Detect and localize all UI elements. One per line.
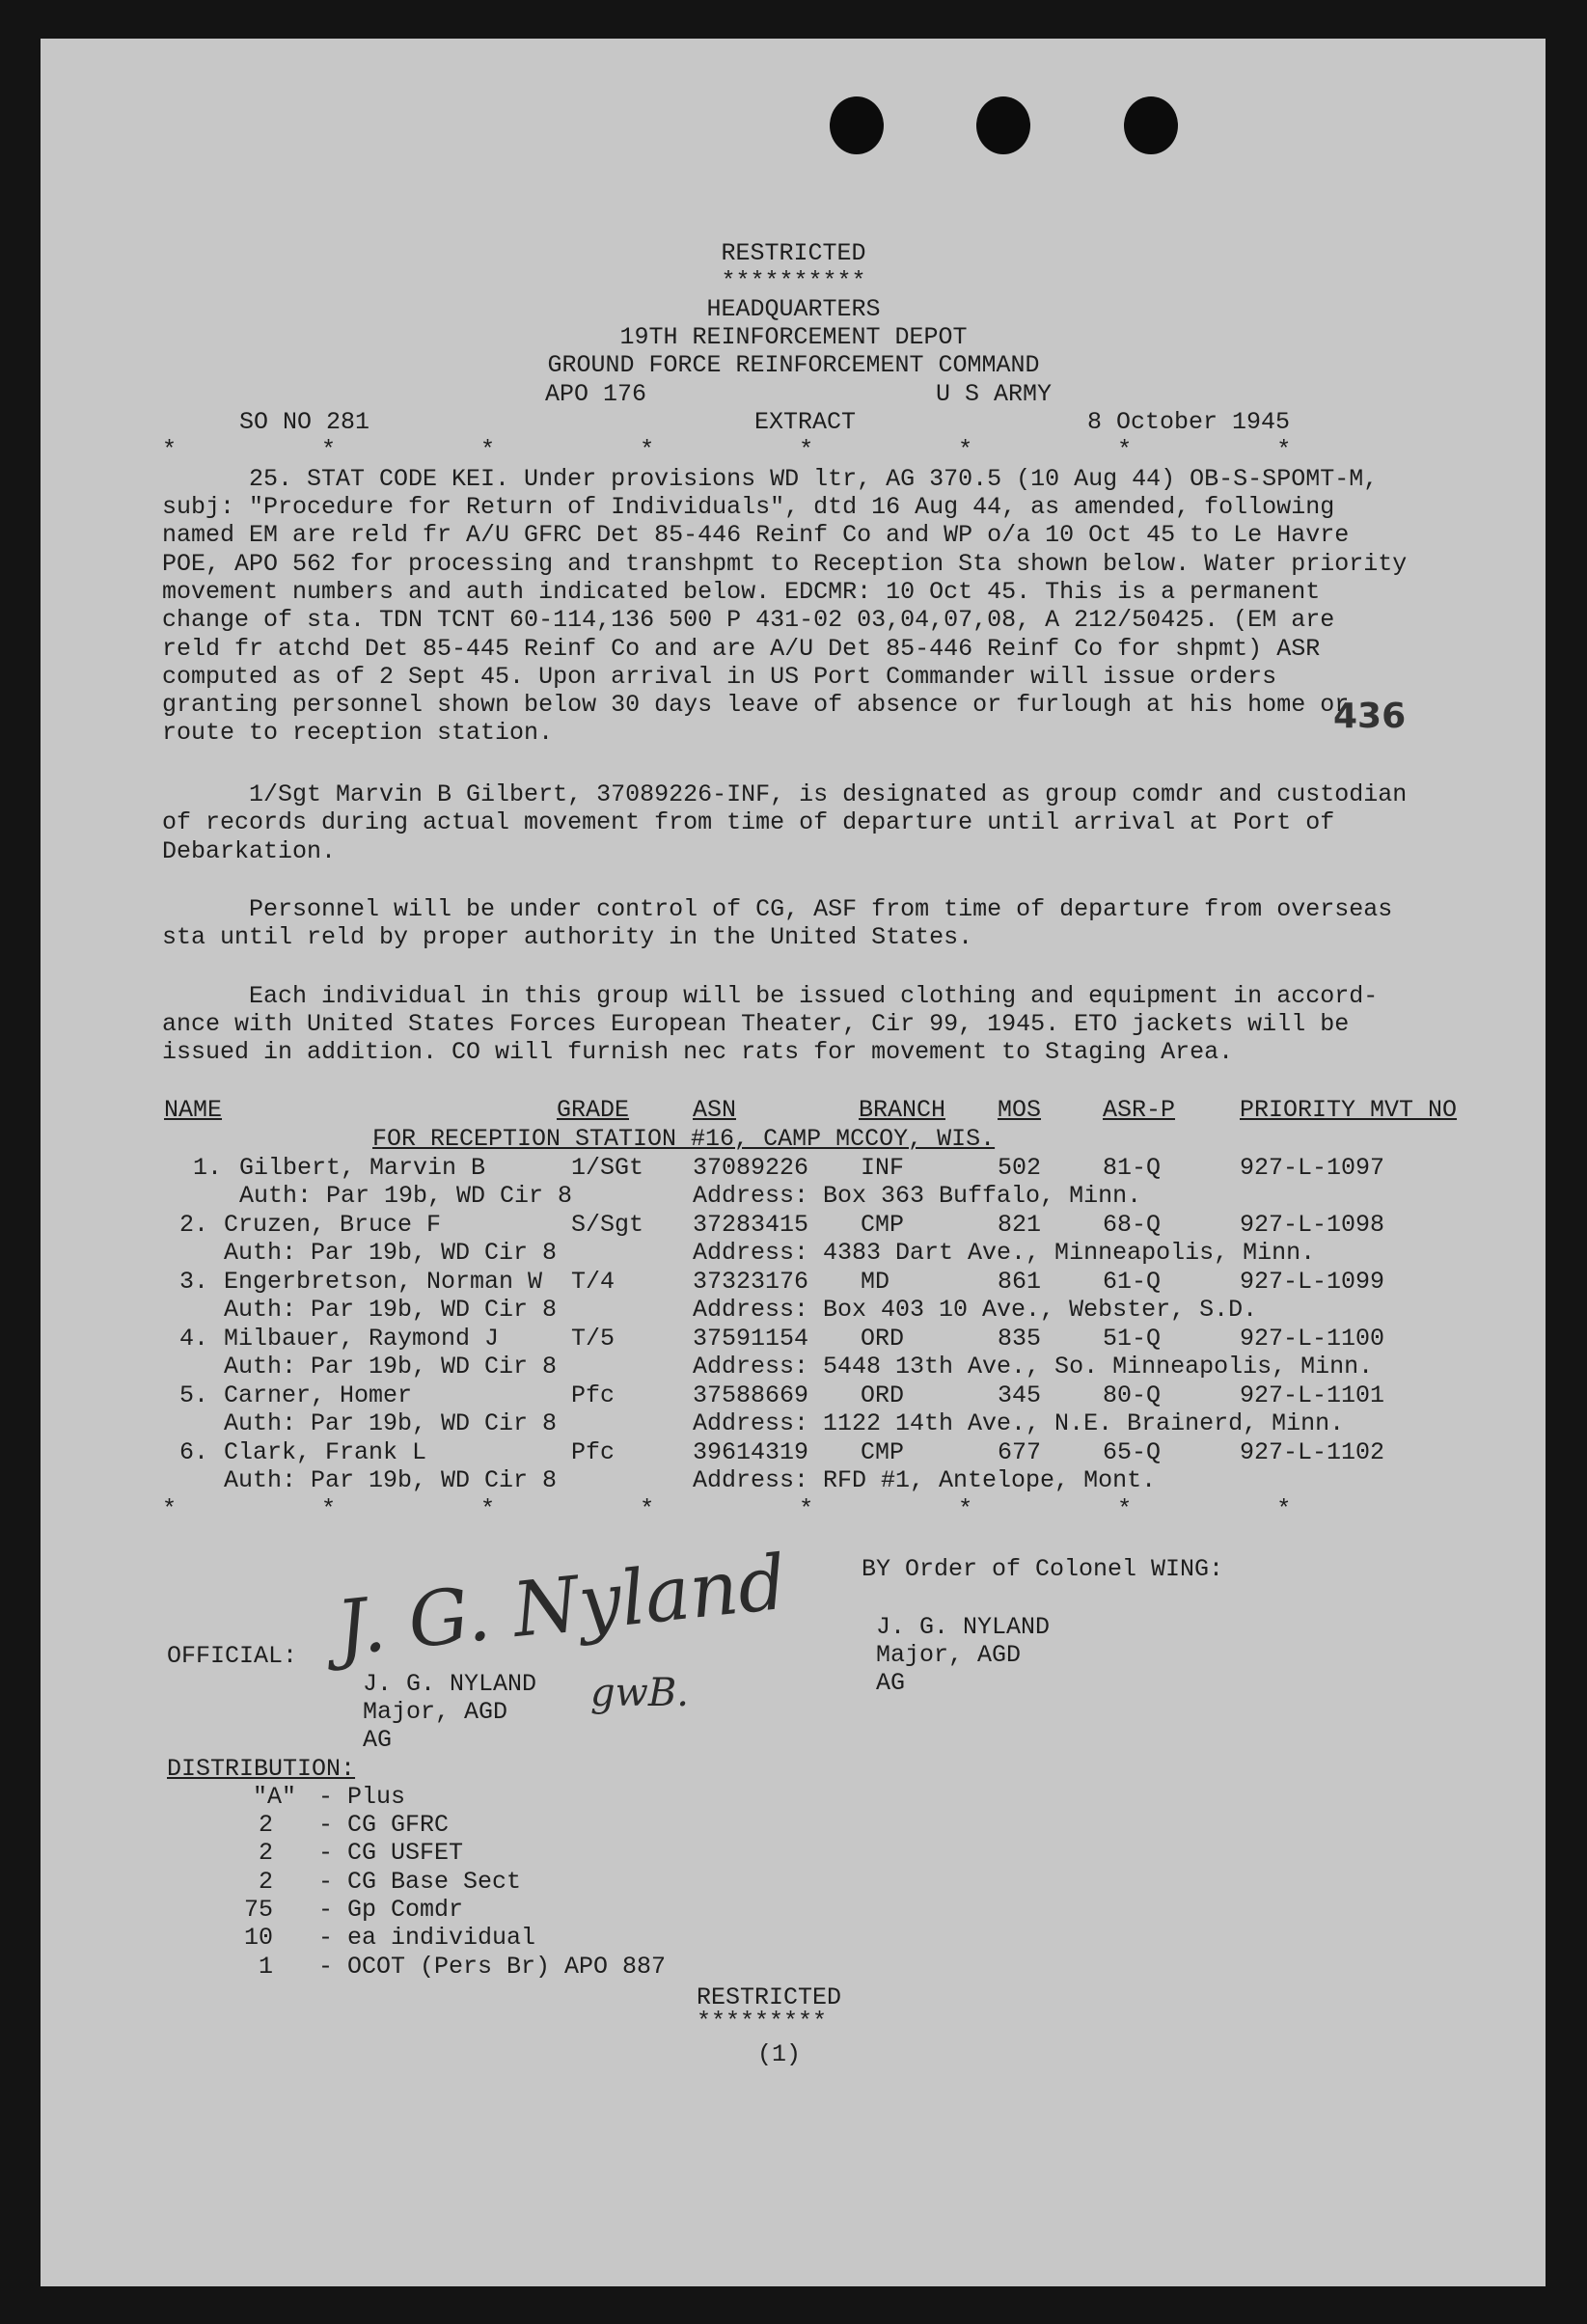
separator: * * * * * * * * <box>162 1495 1292 1523</box>
official-label: OFFICIAL: <box>167 1642 298 1670</box>
para1-line-5: movement numbers and auth indicated below. EDCMR: 10 Oct 45. This is a permanent <box>162 578 1321 606</box>
row-grade: Pfc <box>571 1381 616 1409</box>
row-mos: 861 <box>998 1268 1042 1296</box>
signer-name: J. G. NYLAND <box>876 1613 1051 1641</box>
handwritten-initials: gwB. <box>590 1671 689 1715</box>
distribution-dest: - CG Base Sect <box>318 1868 522 1896</box>
distribution-qty: 2 <box>259 1868 274 1896</box>
distribution-qty: 2 <box>259 1839 274 1867</box>
distribution-dest: - OCOT (Pers Br) APO 887 <box>318 1953 667 1981</box>
row-branch: ORD <box>861 1325 905 1353</box>
row-auth: Auth: Par 19b, WD Cir 8 <box>224 1466 558 1494</box>
row-number: 4. <box>179 1325 209 1353</box>
row-asn: 37283415 <box>693 1211 809 1239</box>
row-number: 2. <box>179 1211 209 1239</box>
row-mos: 835 <box>998 1325 1042 1353</box>
para1-line-2: subj: "Procedure for Return of Individuals", dtd 16 Aug 44, as amended, following <box>162 493 1335 521</box>
para1-line-9: granting personnel shown below 30 days leave of absence or furlough at his home or <box>162 691 1350 719</box>
distribution-qty: 10 <box>244 1924 274 1952</box>
para2-line-1: 1/Sgt Marvin B Gilbert, 37089226-INF, is designated as group comdr and custodian <box>162 780 1408 808</box>
row-branch: ORD <box>861 1381 905 1409</box>
header-line-2: 19TH REINFORCEMENT DEPOT <box>619 323 968 351</box>
row-asr: 51-Q <box>1103 1325 1162 1353</box>
punch-hole <box>830 96 884 154</box>
signer-title: AG <box>876 1669 906 1697</box>
col-header-mos: MOS <box>998 1096 1042 1124</box>
para2-line-3: Debarkation. <box>162 837 337 865</box>
row-number: 1. <box>193 1154 223 1182</box>
para1-line-10: route to reception station. <box>162 719 554 747</box>
para3-line-1: Personnel will be under control of CG, ASF from time of departure from overseas <box>162 895 1393 923</box>
row-address: Address: 1122 14th Ave., N.E. Brainerd, Minn. <box>693 1409 1345 1437</box>
page-stamp-number: 436 <box>1333 697 1407 736</box>
stars-top: ********** <box>721 267 866 295</box>
row-branch: MD <box>861 1268 890 1296</box>
row-auth: Auth: Par 19b, WD Cir 8 <box>224 1409 558 1437</box>
row-auth: Auth: Par 19b, WD Cir 8 <box>224 1239 558 1267</box>
distribution-qty: "A" <box>253 1783 297 1811</box>
page-number: (1) <box>757 2040 802 2068</box>
punch-hole <box>1124 96 1178 154</box>
classification-top: RESTRICTED <box>721 239 866 267</box>
row-address: Address: 4383 Dart Ave., Minneapolis, Minn. <box>693 1239 1316 1267</box>
para4-line-3: issued in addition. CO will furnish nec rats for movement to Staging Area. <box>162 1038 1234 1066</box>
classification-bottom: RESTRICTED <box>697 1983 842 2011</box>
distribution-dest: - Plus <box>318 1783 406 1811</box>
row-asn: 37089226 <box>693 1154 809 1182</box>
col-header-asn: ASN <box>693 1096 737 1124</box>
row-name: Engerbretson, Norman W <box>224 1268 543 1296</box>
us-army: U S ARMY <box>936 380 1053 408</box>
row-priority: 927-L-1102 <box>1240 1438 1385 1466</box>
official-rank: Major, AGD <box>363 1698 508 1726</box>
row-asr: 81-Q <box>1103 1154 1162 1182</box>
distribution-qty: 75 <box>244 1896 274 1924</box>
extract-label: EXTRACT <box>754 408 857 436</box>
row-name: Gilbert, Marvin B <box>239 1154 486 1182</box>
row-mos: 345 <box>998 1381 1042 1409</box>
row-asr: 68-Q <box>1103 1211 1162 1239</box>
header-line-1: HEADQUARTERS <box>706 295 881 323</box>
distribution-dest: - CG USFET <box>318 1839 464 1867</box>
so-number: SO NO 281 <box>239 408 370 436</box>
para1-line-3: named EM are reld fr A/U GFRC Det 85-446 Reinf Co and WP o/a 10 Oct 45 to Le Havre <box>162 521 1350 549</box>
by-order-line: BY Order of Colonel WING: <box>862 1555 1224 1583</box>
distribution-qty: 2 <box>259 1811 274 1839</box>
distribution-dest: - ea individual <box>318 1924 536 1952</box>
row-priority: 927-L-1098 <box>1240 1211 1385 1239</box>
official-title: AG <box>363 1726 393 1754</box>
row-name: Milbauer, Raymond J <box>224 1325 500 1353</box>
row-number: 3. <box>179 1268 209 1296</box>
row-priority: 927-L-1101 <box>1240 1381 1385 1409</box>
row-priority: 927-L-1097 <box>1240 1154 1385 1182</box>
row-grade: 1/SGt <box>571 1154 644 1182</box>
row-address: Address: Box 403 10 Ave., Webster, S.D. <box>693 1296 1258 1324</box>
para4-line-1: Each individual in this group will be issued clothing and equipment in accord- <box>162 982 1379 1010</box>
order-date: 8 October 1945 <box>1087 408 1291 436</box>
row-asr: 65-Q <box>1103 1438 1162 1466</box>
row-grade: T/4 <box>571 1268 616 1296</box>
row-branch: CMP <box>861 1211 905 1239</box>
row-asn: 37591154 <box>693 1325 809 1353</box>
para1-line-6: change of sta. TDN TCNT 60-114,136 500 P 431-02 03,04,07,08, A 212/50425. (EM are <box>162 606 1335 634</box>
row-grade: Pfc <box>571 1438 616 1466</box>
distribution-dest: - CG GFRC <box>318 1811 450 1839</box>
row-asn: 39614319 <box>693 1438 809 1466</box>
row-name: Carner, Homer <box>224 1381 413 1409</box>
row-asn: 37323176 <box>693 1268 809 1296</box>
row-grade: T/5 <box>571 1325 616 1353</box>
row-number: 6. <box>179 1438 209 1466</box>
row-address: Address: RFD #1, Antelope, Mont. <box>693 1466 1157 1494</box>
para4-line-2: ance with United States Forces European Theater, Cir 99, 1945. ETO jackets will be <box>162 1010 1350 1038</box>
row-auth: Auth: Par 19b, WD Cir 8 <box>224 1296 558 1324</box>
separator: * * * * * * * * <box>162 436 1292 464</box>
distribution-qty: 1 <box>259 1953 274 1981</box>
col-header-grade: GRADE <box>557 1096 630 1124</box>
punch-hole <box>976 96 1030 154</box>
row-mos: 502 <box>998 1154 1042 1182</box>
para3-line-2: sta until reld by proper authority in the United States. <box>162 923 973 951</box>
row-asn: 37588669 <box>693 1381 809 1409</box>
row-name: Clark, Frank L <box>224 1438 427 1466</box>
handwritten-signature: J. G. Nyland <box>332 1539 791 1674</box>
para2-line-2: of records during actual movement from time of departure until arrival at Port of <box>162 808 1335 836</box>
row-auth: Auth: Par 19b, WD Cir 8 <box>224 1353 558 1381</box>
row-auth: Auth: Par 19b, WD Cir 8 <box>239 1182 573 1210</box>
row-number: 5. <box>179 1381 209 1409</box>
col-header-branch: BRANCH <box>859 1096 946 1124</box>
para1-line-8: computed as of 2 Sept 45. Upon arrival in US Port Commander will issue orders <box>162 663 1277 691</box>
row-branch: INF <box>861 1154 905 1182</box>
para1-line-7: reld fr atchd Det 85-445 Reinf Co and are A/U Det 85-446 Reinf Co for shpmt) ASR <box>162 635 1321 663</box>
row-mos: 677 <box>998 1438 1042 1466</box>
row-name: Cruzen, Bruce F <box>224 1211 442 1239</box>
row-mos: 821 <box>998 1211 1042 1239</box>
row-grade: S/Sgt <box>571 1211 644 1239</box>
col-header-priority: PRIORITY MVT NO <box>1240 1096 1458 1124</box>
distribution-title: DISTRIBUTION: <box>167 1755 356 1783</box>
apo-number: APO 176 <box>545 380 647 408</box>
distribution-dest: - Gp Comdr <box>318 1896 464 1924</box>
row-address: Address: Box 363 Buffalo, Minn. <box>693 1182 1142 1210</box>
row-address: Address: 5448 13th Ave., So. Minneapolis, Minn. <box>693 1353 1374 1381</box>
signer-rank: Major, AGD <box>876 1641 1022 1669</box>
col-header-name: NAME <box>164 1096 223 1124</box>
col-header-asr: ASR-P <box>1103 1096 1176 1124</box>
row-priority: 927-L-1100 <box>1240 1325 1385 1353</box>
reception-station: FOR RECEPTION STATION #16, CAMP MCCOY, WIS. <box>372 1125 996 1153</box>
para1-line-4: POE, APO 562 for processing and transhpmt to Reception Sta shown below. Water priority <box>162 550 1408 578</box>
stars-bottom: ********* <box>697 2008 828 2036</box>
official-name: J. G. NYLAND <box>363 1670 537 1698</box>
header-line-3: GROUND FORCE REINFORCEMENT COMMAND <box>547 351 1040 379</box>
row-asr: 80-Q <box>1103 1381 1162 1409</box>
row-asr: 61-Q <box>1103 1268 1162 1296</box>
row-branch: CMP <box>861 1438 905 1466</box>
row-priority: 927-L-1099 <box>1240 1268 1385 1296</box>
para1-line-1: 25. STAT CODE KEI. Under provisions WD ltr, AG 370.5 (10 Aug 44) OB-S-SPOMT-M, <box>162 465 1379 493</box>
